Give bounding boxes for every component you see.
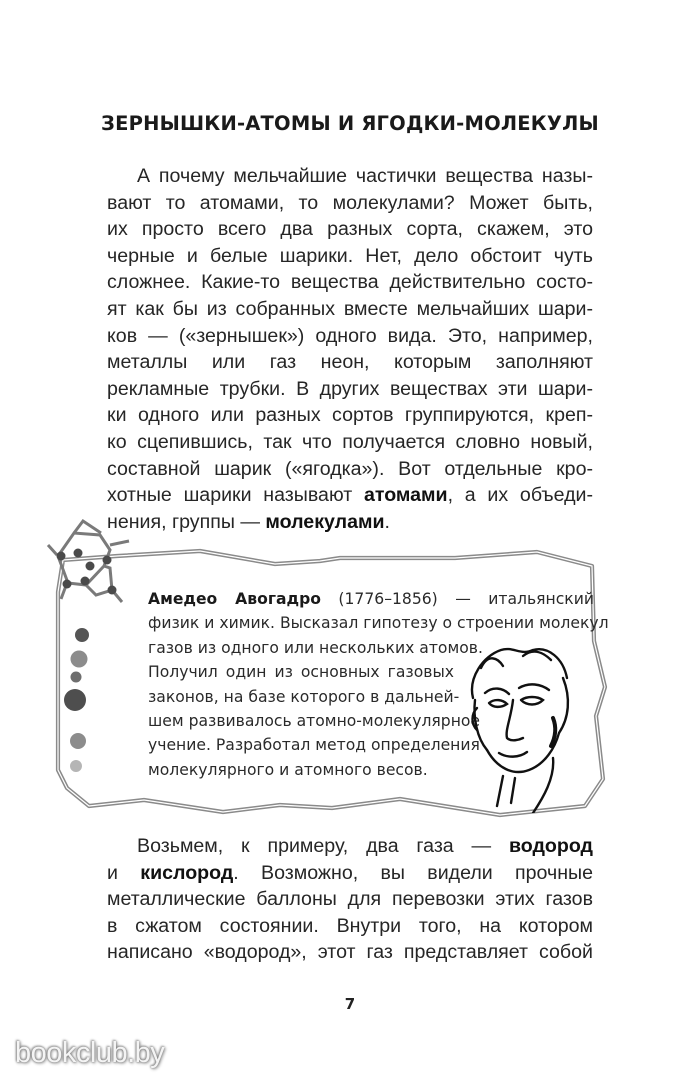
text-line: металлические баллоны для перевозки этих газов — [107, 888, 593, 911]
atom — [81, 577, 90, 586]
text-line: черные и белые шарики. Нет, дело обстоит чуть — [107, 244, 593, 267]
term-oxygen: кислород — [140, 861, 234, 884]
page-number: 7 — [344, 995, 356, 1013]
atom — [86, 562, 95, 571]
text-line: Получил один из основных газовых — [148, 663, 454, 682]
text-line: шем развивалось атомно-молекулярное — [148, 711, 481, 730]
text-line: металлы или газ неон, которым заполняют — [107, 351, 593, 374]
text-line: законов, на базе которого в дальней- — [148, 687, 460, 706]
text-line: газов из одного или нескольких атомов. — [148, 638, 483, 657]
paragraph-atoms-molecules — [107, 163, 593, 535]
text-line: в сжатом состоянии. Внутри того, на котором — [107, 914, 593, 937]
text-line: А почему мельчайшие частички вещества назы- — [137, 165, 593, 187]
atom — [63, 580, 72, 589]
text-line: молекулярного и атомного весов. — [148, 760, 428, 779]
text-segment: Возьмем, к примеру, два газа — — [137, 835, 509, 857]
text-line: сложнее. Какие-то вещества действительно состо- — [107, 271, 593, 294]
atom-chain-icon — [64, 628, 89, 772]
text-line — [148, 587, 594, 611]
text-line: физик и химик. Высказал гипотезу о строении молекул — [148, 614, 609, 633]
text-line — [107, 860, 593, 887]
term-hydrogen: водород — [508, 835, 593, 857]
text-line: учение. Разработал метод определения — [148, 736, 480, 755]
text-line: вают то атомами, то молекулами? Может быть, — [107, 191, 593, 214]
scientist-name: Амедео Авогадро — [148, 590, 321, 608]
text-line — [107, 482, 593, 509]
portrait-avogadro-icon — [463, 638, 578, 813]
text-line: ки одного или разных сортов группируются, креп- — [107, 404, 593, 427]
text-line: написано «водород», этот газ представляет собой — [107, 941, 593, 964]
text-segment: , а их объеди- — [447, 484, 594, 507]
atom — [103, 556, 112, 565]
text-line — [107, 509, 593, 536]
term-molecules: молекулами — [265, 510, 385, 533]
text-segment: и — [107, 861, 141, 884]
text-line: рекламные трубки. В других веществах эти шари- — [107, 377, 593, 400]
text-line — [107, 833, 593, 860]
atom — [57, 552, 66, 561]
watermark-logo: bookclub.by — [15, 1037, 165, 1069]
text-segment: . — [384, 510, 390, 533]
atom — [108, 586, 117, 595]
text-segment: нения, группы — — [107, 510, 266, 533]
text-segment: . Возможно, вы видели прочные — [233, 861, 593, 884]
infobox-avogadro — [148, 587, 609, 782]
page-title: ЗЕРНЫШКИ-АТОМЫ И ЯГОДКИ-МОЛЕКУЛЫ — [101, 112, 599, 135]
term-atoms: атомами — [363, 484, 448, 507]
text-line: ят как бы из собранных вместе мельчайших шари- — [107, 297, 593, 320]
text-segment: хотные шарики называют — [107, 484, 364, 507]
paragraph-hydrogen-oxygen — [107, 833, 593, 966]
text-segment: (1776–1856) — итальянский — [320, 590, 594, 608]
text-line: ко сцепившись, так что получается словно новый, — [107, 430, 593, 453]
text-line: составной шарик («ягодка»). Вот отдельные кро- — [107, 457, 593, 480]
text-line: ков — («зернышек») одного вида. Это, например, — [107, 324, 593, 347]
text-line: их просто всего два разных сорта, скажем, это — [107, 218, 593, 241]
atom — [74, 549, 83, 558]
